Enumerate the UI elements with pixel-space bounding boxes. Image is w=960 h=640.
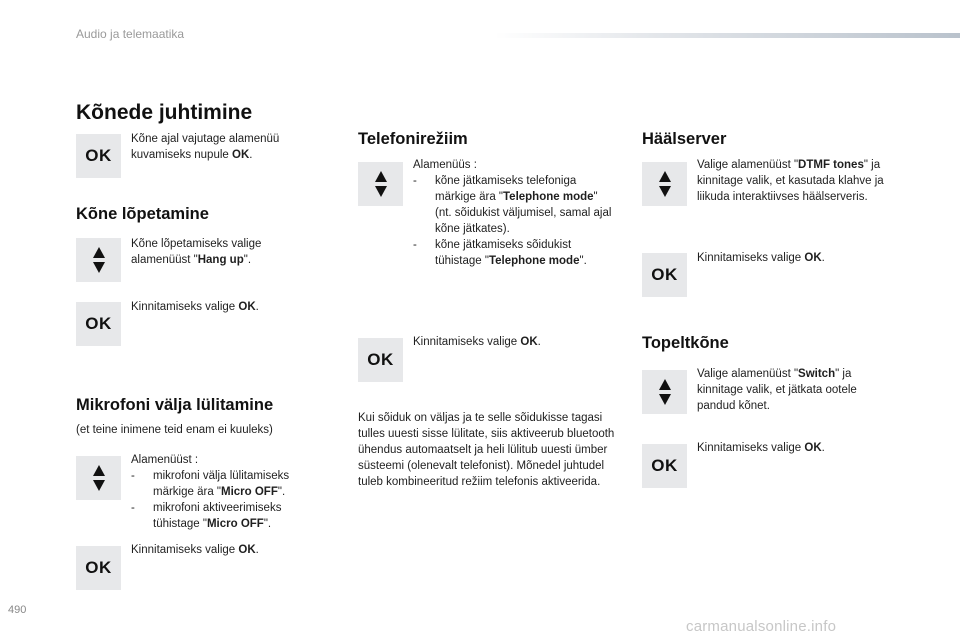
arrow-down-icon [659,394,671,405]
hangup-heading: Kõne lõpetamine [76,205,209,223]
up-down-arrows-icon [76,238,121,282]
telephone-mode-lead: Alamenüüs : [413,159,477,171]
mic-lead: Alamenüüst : [131,454,199,466]
list-item: - mikrofoni välja lülitamiseks märkige ära "Micro OFF". [131,470,290,498]
list-item: - mikrofoni aktiveerimiseks tühistage "Micro OFF". [131,502,282,530]
list-item: - kõne jätkamiseks sõidukist tühistage "Telephone mode". [413,239,587,267]
arrow-down-icon [93,480,105,491]
hangup-text: Kõne lõpetamiseks valige alamenüüst "Hang up". [131,238,262,266]
arrow-up-icon [93,247,105,258]
ok-button-icon: OK [76,134,121,178]
confirm-text: Kinnitamiseks valige OK. [697,252,825,264]
watermark: carmanualsonline.info [686,618,837,635]
arrow-down-icon [659,186,671,197]
arrow-up-icon [93,465,105,476]
confirm-text: Kinnitamiseks valige OK. [413,336,541,348]
confirm-text: Kinnitamiseks valige OK. [131,301,259,313]
double-call-heading: Topeltkõne [642,334,729,352]
mic-note: (et teine inimene teid enam ei kuuleks) [76,424,273,436]
mic-list [131,468,306,532]
arrow-down-icon [93,262,105,273]
ok-button-icon: OK [642,444,687,488]
up-down-arrows-icon [642,162,687,206]
double-call-text: Valige alamenüüst "Switch" ja kinnitage valik, et jätkata ootele pandud kõnet. [697,368,857,412]
intro-text: Kõne ajal vajutage alamenüü kuvamiseks nupule OK. [131,133,280,161]
arrow-up-icon [659,171,671,182]
up-down-arrows-icon [358,162,403,206]
list-item: - kõne jätkamiseks telefoniga märkige ära "Telephone mode" (nt. sõidukist väljumisel, samal ajal kõne jätkates). [413,175,612,235]
arrow-up-icon [375,171,387,182]
mic-options [131,452,306,532]
ok-button-icon: OK [76,546,121,590]
arrow-down-icon [375,186,387,197]
section-header-title: Audio ja telemaatika [76,27,185,41]
confirm-text: Kinnitamiseks valige OK. [131,544,259,556]
up-down-arrows-icon [642,370,687,414]
up-down-arrows-icon [76,456,121,500]
ok-button-icon: OK [76,302,121,346]
page-title: Kõnede juhtimine [76,101,253,124]
telephone-mode-heading: Telefonirežiim [358,130,468,148]
header-gradient-bar [495,33,960,38]
bluetooth-paragraph: Kui sõiduk on väljas ja te selle sõidukisse tagasi tulles uuesti sisse lülitate, siis aktiveerub bluetooth ühendus automaatselt ja heli lülitub uuesti ümber süsteemi (olenevalt telefonist). Mõnedel juhtudel tuleb kombineeritud režiim telefonis aktiveerida. [358,412,615,488]
confirm-text: Kinnitamiseks valige OK. [697,442,825,454]
voice-server-text: Valige alamenüüst "DTMF tones" ja kinnitage valik, et kasutada klahve ja liikuda interaktiivses häälserveris. [697,159,884,203]
page-number: 490 [8,604,27,616]
arrow-up-icon [659,379,671,390]
ok-button-icon: OK [642,253,687,297]
telephone-mode-list [413,173,613,269]
telephone-mode-options [413,157,613,269]
mic-heading: Mikrofoni välja lülitamine [76,396,274,414]
ok-button-icon: OK [358,338,403,382]
voice-server-heading: Häälserver [642,130,727,148]
